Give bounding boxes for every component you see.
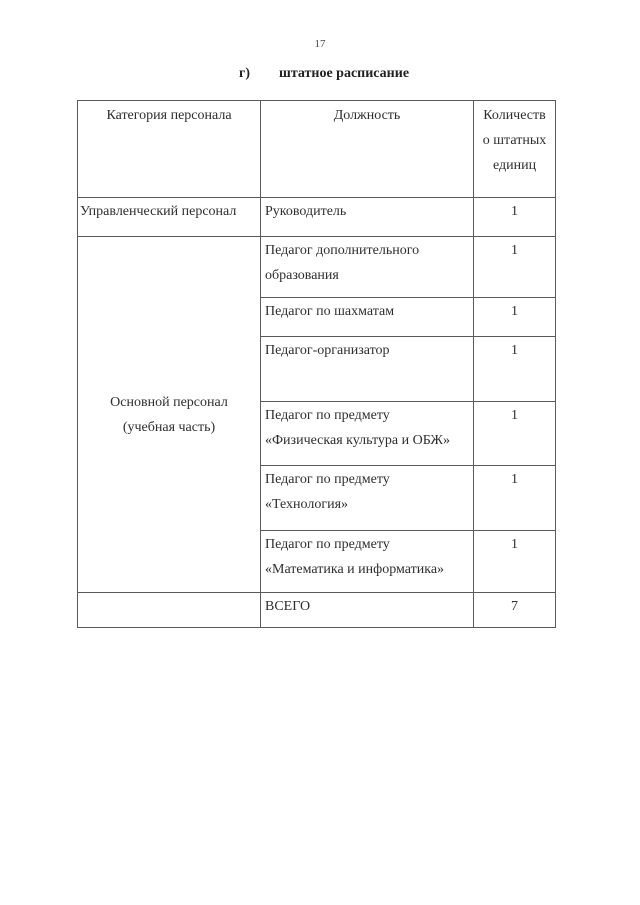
table-header-row xyxy=(78,101,556,198)
position-cell: Педагог дополнительного образования xyxy=(261,237,474,298)
count-cell: 1 xyxy=(474,337,556,402)
section-heading xyxy=(239,66,409,82)
position-cell: Педагог-организатор xyxy=(261,337,474,402)
count-cell: 1 xyxy=(474,298,556,337)
table-row xyxy=(78,198,556,237)
section-title: штатное расписание xyxy=(279,66,410,81)
staffing-table xyxy=(77,100,556,628)
category-cell-main-staff xyxy=(78,237,261,593)
position-cell: Педагог по предмету «Технология» xyxy=(261,466,474,531)
table-row xyxy=(78,237,556,298)
total-category-cell xyxy=(78,593,261,628)
count-cell: 1 xyxy=(474,531,556,593)
category-line-2: (учебная часть) xyxy=(122,419,216,435)
count-cell: 1 xyxy=(474,402,556,466)
category-cell: Управленческий персонал xyxy=(78,198,261,237)
count-cell: 1 xyxy=(474,237,556,298)
count-cell: 1 xyxy=(474,466,556,531)
header-count-line-3: единиц xyxy=(492,158,537,173)
total-count-cell: 7 xyxy=(474,593,556,628)
header-count-line-2: о штатных xyxy=(482,133,547,148)
position-cell: Педагог по предмету «Математика и информатика» xyxy=(261,531,474,593)
header-count-line-1: Количеств xyxy=(483,108,546,123)
position-cell: Руководитель xyxy=(261,198,474,237)
position-cell: Педагог по шахматам xyxy=(261,298,474,337)
position-cell: Педагог по предмету «Физическая культура и ОБЖ» xyxy=(261,402,474,466)
header-position: Должность xyxy=(261,101,474,198)
category-line-1: Основной персонал xyxy=(110,394,228,410)
header-category: Категория персонала xyxy=(78,101,261,198)
page-number: 17 xyxy=(314,38,326,50)
header-count xyxy=(474,101,556,198)
count-cell: 1 xyxy=(474,198,556,237)
total-label-cell: ВСЕГО xyxy=(261,593,474,628)
section-marker: г) xyxy=(239,66,251,81)
table-total-row xyxy=(78,593,556,628)
